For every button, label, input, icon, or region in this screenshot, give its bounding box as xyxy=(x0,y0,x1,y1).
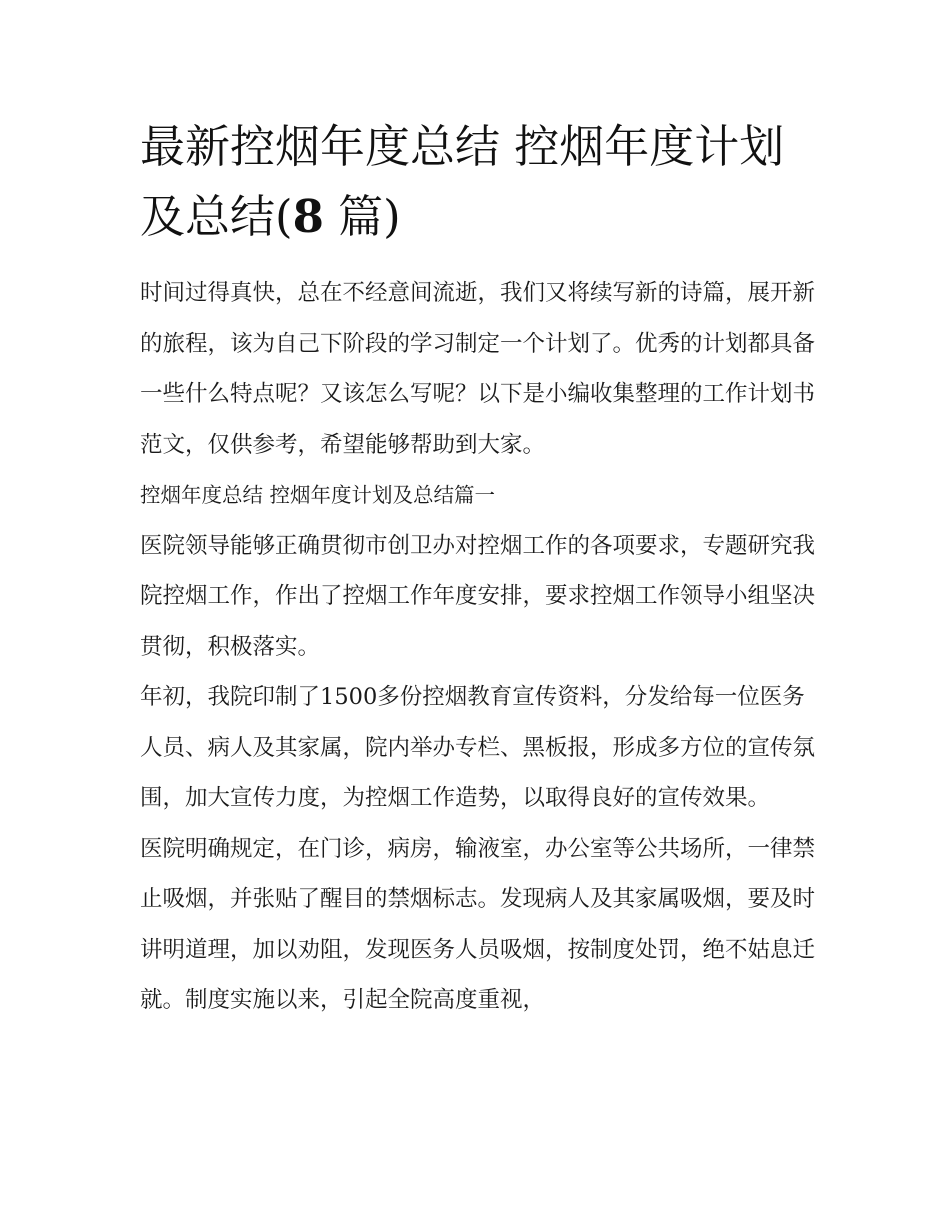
document-body xyxy=(140,268,815,1026)
title-count: 8 xyxy=(292,190,324,243)
document-title xyxy=(140,112,815,252)
body-paragraph: 医院领导能够正确贯彻市创卫办对控烟工作的各项要求，专题研究我院控烟工作，作出了控烟工作年度安排，要求控烟工作领导小组坚决贯彻，积极落实。 xyxy=(140,532,816,660)
body-paragraph: 医院明确规定，在门诊，病房，输液室，办公室等公共场所，一律禁止吸烟，并张贴了醒目的禁烟标志。发现病人及其家属吸烟，要及时讲明道理，加以劝阻，发现医务人员吸烟，按制度处罚，绝不姑息迁就。制度实施以来，引起全院高度重视， xyxy=(140,835,816,1013)
document-content xyxy=(140,112,815,1026)
title-suffix: 篇) xyxy=(323,190,401,243)
section-heading: 控烟年度总结 控烟年度计划及总结篇一 xyxy=(140,483,496,507)
title-text: 最新控烟年度总结 控烟年度计划及总结( xyxy=(140,120,785,243)
intro-paragraph: 时间过得真快，总在不经意间流逝，我们又将续写新的诗篇，展开新的旅程，该为自己下阶段的学习制定一个计划了。优秀的计划都具备一些什么特点呢？又该怎么写呢？以下是小编收集整理的工作计划书范文，仅供参考，希望能够帮助到大家。 xyxy=(140,280,816,458)
body-paragraph: 年初，我院印制了1500多份控烟教育宣传资料，分发给每一位医务人员、病人及其家属，院内举办专栏、黑板报，形成多方位的宣传氛围，加大宣传力度，为控烟工作造势，以取得良好的宣传效果。 xyxy=(140,684,816,811)
